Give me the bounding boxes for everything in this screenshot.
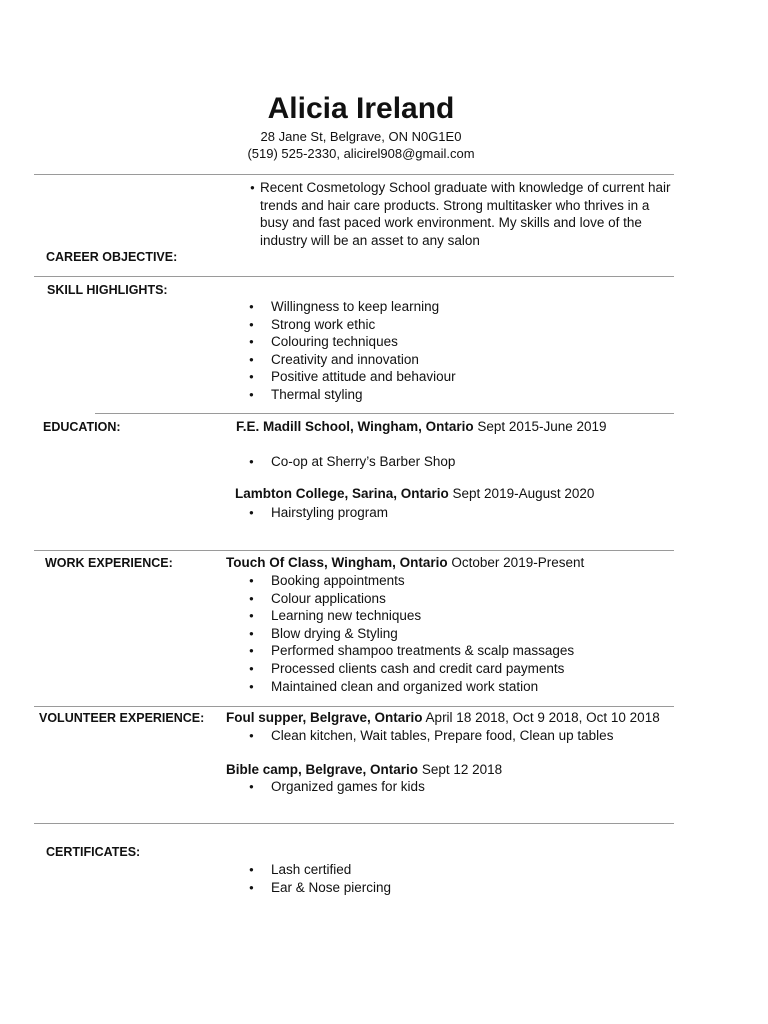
list-item: ● Performed shampoo treatments & scalp massages — [249, 642, 574, 660]
employment-dates: October 2019-Present — [447, 555, 585, 570]
list-item: ● Creativity and innovation — [249, 351, 456, 369]
address: 28 Jane St, Belgrave, ON N0G1E0 — [260, 129, 462, 144]
career-objective-heading: CAREER OBJECTIVE: — [46, 250, 178, 264]
list-item: ● Processed clients cash and credit card payments — [249, 660, 574, 678]
list-item: ● Clean kitchen, Wait tables, Prepare food, Clean up tables — [249, 727, 613, 745]
list-item: ● Ear & Nose piercing — [249, 879, 391, 897]
education-2-list — [249, 504, 388, 522]
skill-highlights-heading: SKILL HIGHLIGHTS: — [47, 283, 168, 297]
organization-name: Bible camp, Belgrave, Ontario — [226, 762, 419, 777]
work-entry — [226, 555, 584, 570]
organization-name: Foul supper, Belgrave, Ontario — [226, 710, 423, 725]
school-name: F.E. Madill School, Wingham, Ontario — [236, 419, 474, 434]
list-item: ● Maintained clean and organized work station — [249, 678, 574, 696]
career-objective-text-block — [250, 179, 680, 249]
list-item: ● Blow drying & Styling — [249, 625, 574, 643]
volunteer-entry-1 — [226, 710, 660, 725]
phone-email: (519) 525-2330, alicirel908@gmail.com — [247, 146, 475, 161]
bullet-icon: ● — [250, 183, 255, 192]
list-item: ● Hairstyling program — [249, 504, 388, 522]
volunteer-entry-2 — [226, 762, 502, 777]
education-heading: EDUCATION: — [43, 420, 121, 434]
certificates-heading: CERTIFICATES: — [46, 845, 141, 859]
list-item: ● Willingness to keep learning — [249, 298, 456, 316]
list-item: ● Positive attitude and behaviour — [249, 368, 456, 386]
school-name: Lambton College, Sarina, Ontario — [235, 486, 449, 501]
volunteer-experience-heading: VOLUNTEER EXPERIENCE: — [39, 711, 205, 725]
skills-list — [249, 298, 456, 404]
list-item: ● Colouring techniques — [249, 333, 456, 351]
education-1-list — [249, 453, 455, 471]
education-entry-1 — [236, 419, 607, 434]
volunteer-dates: April 18 2018, Oct 9 2018, Oct 10 2018 — [422, 710, 660, 725]
volunteer-dates: Sept 12 2018 — [418, 762, 503, 777]
divider — [34, 174, 674, 175]
work-duties-list — [249, 572, 574, 695]
divider — [34, 550, 674, 551]
list-item: ● Thermal styling — [249, 386, 456, 404]
list-item: ● Learning new techniques — [249, 607, 574, 625]
certificates-list — [249, 861, 391, 896]
work-experience-heading: WORK EXPERIENCE: — [45, 556, 173, 570]
employer-name: Touch Of Class, Wingham, Ontario — [226, 555, 448, 570]
list-item: ● Strong work ethic — [249, 316, 456, 334]
list-item: ● Booking appointments — [249, 572, 574, 590]
list-item: ● Organized games for kids — [249, 778, 425, 796]
divider — [34, 276, 674, 277]
divider — [34, 706, 674, 707]
volunteer-2-list — [249, 778, 425, 796]
list-item: ● Lash certified — [249, 861, 391, 879]
volunteer-1-list — [249, 727, 613, 745]
divider — [95, 413, 674, 414]
candidate-name: Alicia Ireland — [267, 92, 455, 125]
list-item: ● Co-op at Sherry’s Barber Shop — [249, 453, 455, 471]
school-dates: Sept 2015-June 2019 — [473, 419, 607, 434]
career-objective-text: Recent Cosmetology School graduate with knowledge of current hair trends and hair care products. Strong multitasker who thrives in a busy and fast paced work environment. My skills and love of the industry will be an asset to any salon — [260, 180, 671, 248]
list-item: ● Colour applications — [249, 590, 574, 608]
divider — [34, 823, 674, 824]
school-dates: Sept 2019-August 2020 — [448, 486, 595, 501]
education-entry-2 — [235, 486, 594, 501]
